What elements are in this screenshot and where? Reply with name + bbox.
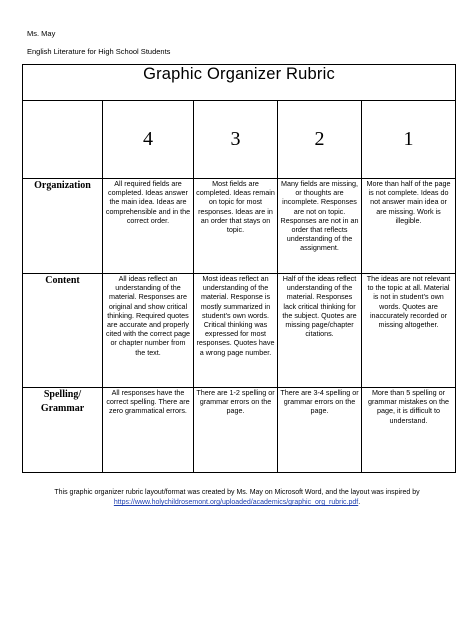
cell-content-1: The ideas are not relevant to the topic at all. Material is not in student’s own words. Quotes are inaccurately recorded or missing altogether. [362,274,456,388]
footer-note [20,488,454,508]
score-header-4: 4 [103,101,194,179]
rubric-row-organization [23,179,456,274]
cell-spelling-1: More than 5 spelling or grammar mistakes on the page, it is difficult to understand. [362,388,456,473]
rubric-table [22,64,456,473]
row-label-organization: Organization [23,179,103,274]
footer-suffix: . [358,499,361,506]
teacher-name: Ms. May [27,29,56,38]
rubric-row-spelling-grammar [23,388,456,473]
cell-spelling-3: There are 1-2 spelling or grammar errors on the page. [194,388,278,473]
score-header-2: 2 [278,101,362,179]
cell-spelling-2: There are 3-4 spelling or grammar errors on the page. [278,388,362,473]
cell-content-4: All ideas reflect an understanding of the material. Responses are original and show critical thinking. Required quotes are accurate and properly cited with the correct page or chapter number from the text. [103,274,194,388]
cell-organization-2: Many fields are missing, or thoughts are incomplete. Responses are not on topic. Responses are not in an order that reflects understanding of the assignment. [278,179,362,274]
footer-text: This graphic organizer rubric layout/format was created by Ms. May on Microsoft Word, and the layout was inspired by [54,489,420,496]
row-label-spelling-grammar: Spelling/ Grammar [23,388,103,473]
rubric-row-content [23,274,456,388]
cell-organization-3: Most fields are completed. Ideas remain on topic for most responses. Ideas are in an order that stays on topic. [194,179,278,274]
cell-organization-1: More than half of the page is not complete. Ideas do not answer main idea or are missing. Work is illegible. [362,179,456,274]
cell-spelling-4: All responses have the correct spelling. There are zero grammatical errors. [103,388,194,473]
cell-content-2: Half of the ideas reflect understanding of the material. Responses lack critical thinking for the subject. Quotes are missing page/chapter citations. [278,274,362,388]
cell-content-3: Most ideas reflect an understanding of the material. Response is mostly summarized in student’s own words. Critical thinking was expressed for most responses. Quotes have a wrong page number. [194,274,278,388]
row-label-content: Content [23,274,103,388]
rubric-title: Graphic Organizer Rubric [23,65,456,101]
score-header-blank [23,101,103,179]
score-header-3: 3 [194,101,278,179]
score-header-1: 1 [362,101,456,179]
source-link[interactable]: https://www.holychildrosemont.org/uploaded/academics/graphic_org_rubric.pdf [113,499,359,506]
course-title: English Literature for High School Students [27,47,171,56]
cell-organization-4: All required fields are completed. Ideas answer the main idea. Ideas are comprehensible and in the correct order. [103,179,194,274]
